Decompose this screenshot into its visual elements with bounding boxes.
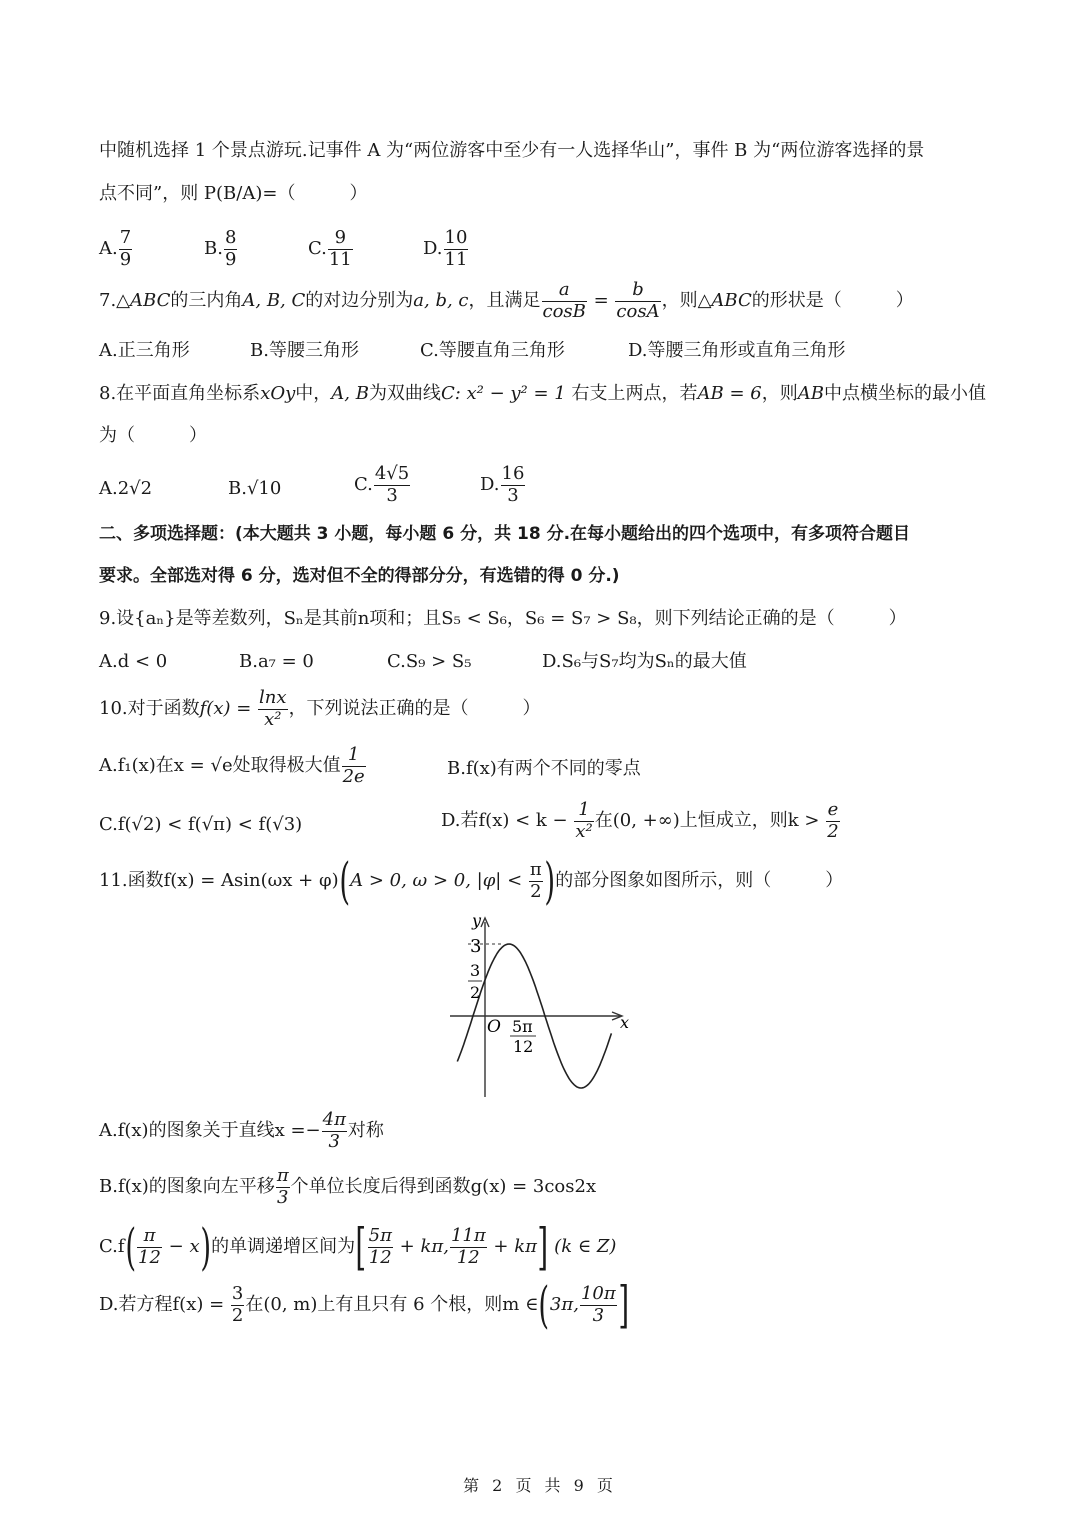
q7-option-a: A.正三角形 (99, 340, 190, 361)
q6-options (0, 218, 1080, 268)
q10-options-ab (0, 745, 1080, 797)
q8-options (0, 462, 1080, 514)
tick-x-num: 5π (512, 1017, 533, 1036)
y-label: y (472, 912, 482, 930)
q7-stem: 7.△ABC的三内角A, B, C的对边分别为a, b, c，且满足 $\frac{a}{\cos B}$ = $\frac{b}{\cos A}$ ，则△ABC的形状是（ ） (99, 279, 914, 322)
q8-option-b: B.√10 (228, 478, 282, 499)
q10-stem: 10.对于函数f(x) = $\frac{\ln x}{\text{x²}}$ ，下列说法正确的是（ ） (99, 687, 541, 730)
q8-option-a: A.2√2 (99, 478, 153, 499)
q11-option-d: D.若方程f(x) = $\frac{3}{2}$ 在(0, m)上有且只有 6 个根，则m ∈(3π, $\frac{10\pi}{3}$ ] (99, 1276, 629, 1334)
q11-option-c: C.f( $\frac{\pi}{12}$ − x)的单调递增区间为[ $\frac{5\pi}{12}$ + kπ, $\frac{11\pi}{12}$ + kπ] (k ∈ Z) (99, 1218, 617, 1276)
x-label: x (620, 1013, 630, 1032)
q6-option-a: A. $\frac{7}{9}$ (99, 227, 132, 270)
q9-option-b: B.a₇ = 0 (239, 651, 314, 672)
q7-option-d: D.等腰三角形或直角三角形 (628, 340, 846, 361)
q10-option-c: C.f(√2) < f(√π) < f(√3) (99, 814, 303, 835)
q11-option-b: B.f(x)的图象向左平移 $\frac{\pi}{3}$ 个单位长度后得到函数g(x) = 3cos2x (99, 1165, 597, 1208)
q6-option-b: B. $\frac{8}{9}$ (204, 227, 237, 270)
q11-option-a: A.f(x)的图象关于直线x =− $\frac{4\pi}{3}$ 对称 (99, 1109, 384, 1152)
q6-option-d: D. $\frac{10}{11}$ (423, 227, 468, 270)
q10-option-d: D.若f(x) < k − $\frac{1}{\text{x²}}$ 在(0, +∞)上恒成立，则k > $\frac{e}{2}$ (441, 799, 839, 842)
q6-option-c: C. $\frac{9}{11}$ (308, 227, 352, 270)
q6-line1: 中随机选择 1 个景点游玩.记事件 A 为“两位游客中至少有一人选择华山”，事件 B 为“两位游客选择的景 (99, 140, 925, 161)
q9-option-c: C.S₉ > S₅ (387, 651, 472, 672)
tick-label-3-2-den: 2 (470, 983, 481, 1002)
q10-option-a: A.f₁(x)在x = √e处取得极大值 $\frac{1}{2e}$ (99, 744, 365, 787)
origin-label: O (487, 1017, 501, 1037)
q7-option-c: C.等腰直角三角形 (420, 340, 565, 361)
q8-stem: 8.在平面直角坐标系xOy中，A, B为双曲线C: x² − y² = 1 右支上两点，若AB = 6，则AB中点横坐标的最小值 (99, 383, 986, 404)
sine-graph (440, 912, 640, 1102)
q8-option-d: D. $\frac{16}{3}$ (480, 463, 525, 506)
q9-option-a: A.d < 0 (99, 651, 168, 672)
page-footer: 第 2 页 共 9 页 (463, 1476, 617, 1495)
tick-label-3-2-num: 3 (470, 961, 481, 980)
q11-stem: 11.函数f(x) = Asin(ωx + φ)(A > 0, ω > 0, |φ| < $\frac{\pi}{2}$ )的部分图象如图所示，则（ ） (99, 852, 844, 910)
section2-line1: 二、多项选择题：(本大题共 3 小题，每小题 6 分，共 18 分.在每小题给出的四个选项中，有多项符合题目 (99, 524, 911, 544)
q9-options (0, 651, 1080, 675)
q8-line2: 为（ ） (99, 425, 207, 446)
q9-option-d: D.S₆与S₇均为Sₙ的最大值 (542, 651, 747, 672)
q10-option-b: B.f(x)有两个不同的零点 (447, 758, 641, 779)
section2-line2: 要求。全部选对得 6 分，选对但不全的得部分分，有选错的得 0 分.) (99, 566, 620, 586)
tick-x-den: 12 (513, 1037, 534, 1056)
q7-option-b: B.等腰三角形 (250, 340, 359, 361)
q8-option-c: C. $\frac{4√5}{3}$ (354, 463, 410, 506)
q10-options-cd (0, 800, 1080, 852)
tick-label-3: 3 (470, 936, 482, 957)
q7-options (0, 340, 1080, 364)
q9-stem: 9.设{aₙ}是等差数列，Sₙ是其前n项和；且S₅ < S₆，S₆ = S₇ > S₈，则下列结论正确的是（ ） (99, 608, 907, 629)
q6-line2: 点不同”，则 P(B/A)=（ ） (99, 183, 368, 204)
